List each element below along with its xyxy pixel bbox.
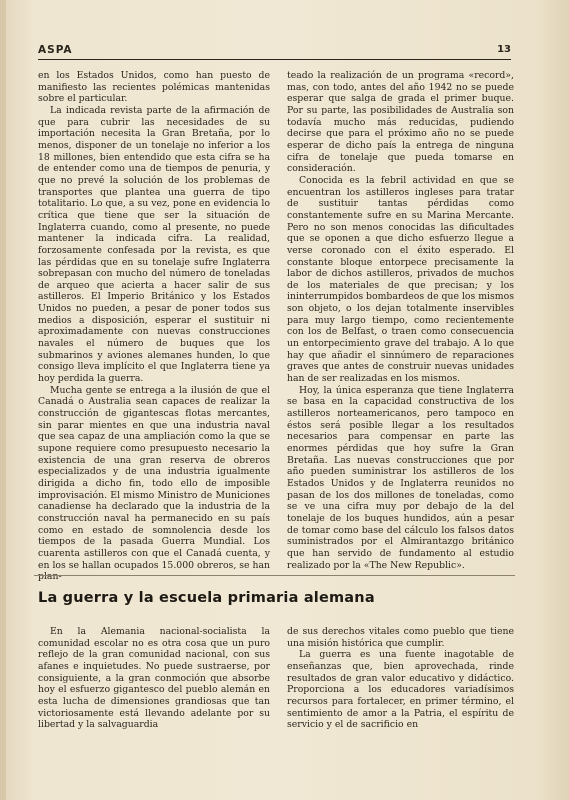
article2-title: La guerra y la escuela primaria alemana bbox=[38, 590, 375, 606]
magazine-name: ASPA bbox=[38, 44, 73, 56]
header-rule bbox=[38, 59, 511, 60]
paragraph: Hoy, la única esperanza que tiene Inglaterra se basa en la capacidad constructiva de los astilleros norteamericanos, pero tampoco en éstos será posible llegar a los resultados necesarios para compensar en parte las enormes pérdidas que hoy sufre la Gran Bretaña. Las nuevas construcciones que por año pueden suministrar los astilleros de los Estados Unidos y de Inglaterra reunidos no pasan de los dos millones de toneladas, como se ve una cifra muy por debajo de la del tonelaje de los buques hundidos, aún a pesar de tomar como base del cálculo los falsos datos suministrados por el Almirantazgo británico que han servido de fundamento al estudio realizado por la «The New Republic». bbox=[287, 384, 514, 571]
article2-column-right bbox=[287, 626, 514, 731]
paragraph: teado la realización de un programa «record», mas, con todo, antes del año 1942 no se puede esperar que salga de grada el primer buque. Por su parte, las posibilidades de Australia son todavía mucho más reducidas, pudiendo decirse que para el próximo año no se puede esperar de dicho país la entrega de ninguna cifra de tonelaje que pueda tomarse en consideración. bbox=[287, 70, 514, 175]
paragraph: en los Estados Unidos, como han puesto de manifiesto las recientes polémicas mantenidas sobre el particular. bbox=[38, 70, 270, 105]
page-binding-edge bbox=[0, 0, 6, 800]
page-number: 13 bbox=[497, 44, 511, 55]
article1-column-left bbox=[38, 70, 270, 583]
paragraph: La indicada revista parte de la afirmación de que para cubrir las necesidades de su importación necesita la Gran Bretaña, por lo menos, disponer de un tonelaje no inferior a los 18 millones, bien entendido que esta cifra se ha de entender como una de tiempos de penuria, y que no prevé la solución de los problemas de transportes que plantea una guerra de tipo totalitario. Lo que, a su vez, pone en evidencia lo crítica que tiene que ser la situación de Inglaterra cuando, como al presente, no puede mantener la indicada cifra. La realidad, forzosamente confesada por la revista, es que las pérdidas que en su tonelaje sufre Inglaterra sobrepasan con mucho del número de toneladas de arqueo que acierta a hacer salir de sus astilleros. El Imperio Británico y los Estados Unidos no pueden, a pesar de poner todos sus medios a disposición, esperar el sustituir ni aproximadamente con nuevas construcciones navales el número de buques que los submarinos y aviones alemanes hunden, lo que consigo lleva implícito el que Inglaterra tiene ya hoy perdida la guerra. bbox=[38, 104, 270, 385]
paragraph: de sus derechos vitales como pueblo que tiene una misión histórica que cumplir. bbox=[287, 626, 514, 649]
article2-column-left bbox=[38, 626, 270, 731]
article1-column-right bbox=[287, 70, 514, 571]
paragraph: La guerra es una fuente inagotable de enseñanzas que, bien aprovechada, rinde resultados de gran valor educativo y didáctico. Proporciona a los educadores variadísimos recursos para fortalecer, en primer término, el sentimiento de amor a la Patria, el espíritu de servicio y el de sacrificio en bbox=[287, 649, 514, 731]
paragraph: Conocida es la febril actividad en que se encuentran los astilleros ingleses para tratar de sustituir tantas pérdidas como constantemente sufre en su Marina Mercante. Pero no son menos conocidas las dificultades que se oponen a que dicho esfuerzo llegue a verse coronado con el éxito esperado. El constante bloque entorpece precisamente la labor de dichos astilleros, privados de muchos de los materiales de que precisan; y los ininterrumpidos bombardeos de que los mismos son objeto, o los dejan totalmente inservibles para muy largo tiempo, como recientemente con los de Belfast, o traen como consecuencia un entorpecimiento grave del trabajo. A lo que hay que añadir el sinnúmero de reparaciones graves que antes de construir nuevas unidades han de ser realizadas en los mismos. bbox=[287, 174, 514, 385]
section-divider bbox=[34, 575, 515, 576]
paragraph: En la Alemania nacional-socialista la comunidad escolar no es otra cosa que un puro reflejo de la gran comunidad nacional, con sus afanes e inquietudes. No puede sustraerse, por consiguiente, a la gran conmoción que absorbe hoy el esfuerzo gigantesco del pueblo alemán en esta lucha de dimensiones grandiosas que tan victoriosamente está llevando adelante por su libertad y la salvaguardia bbox=[38, 626, 270, 731]
paragraph: Mucha gente se entrega a la ilusión de que el Canadá o Australia sean capaces de realizar la construcción de gigantescas flotas mercantes, sin parar mientes en que una industria naval que sea capaz de una ampliación como la que se supone requiere como presupuesto necesario la existencia de una gran reserva de obreros especializados y de una industria igualmente dirigida a dicho fin, todo ello de imposible improvisación. El mismo Ministro de Municiones canadiense ha declarado que la industria de la construcción naval ha permanecido en su país como en estado de somnolencia desde los tiempos de la pasada Guerra Mundial. Los cuarenta astilleros con que el Canadá cuenta, y en los se hallan ocupados 15.000 obreros, se han plan- bbox=[38, 384, 270, 583]
